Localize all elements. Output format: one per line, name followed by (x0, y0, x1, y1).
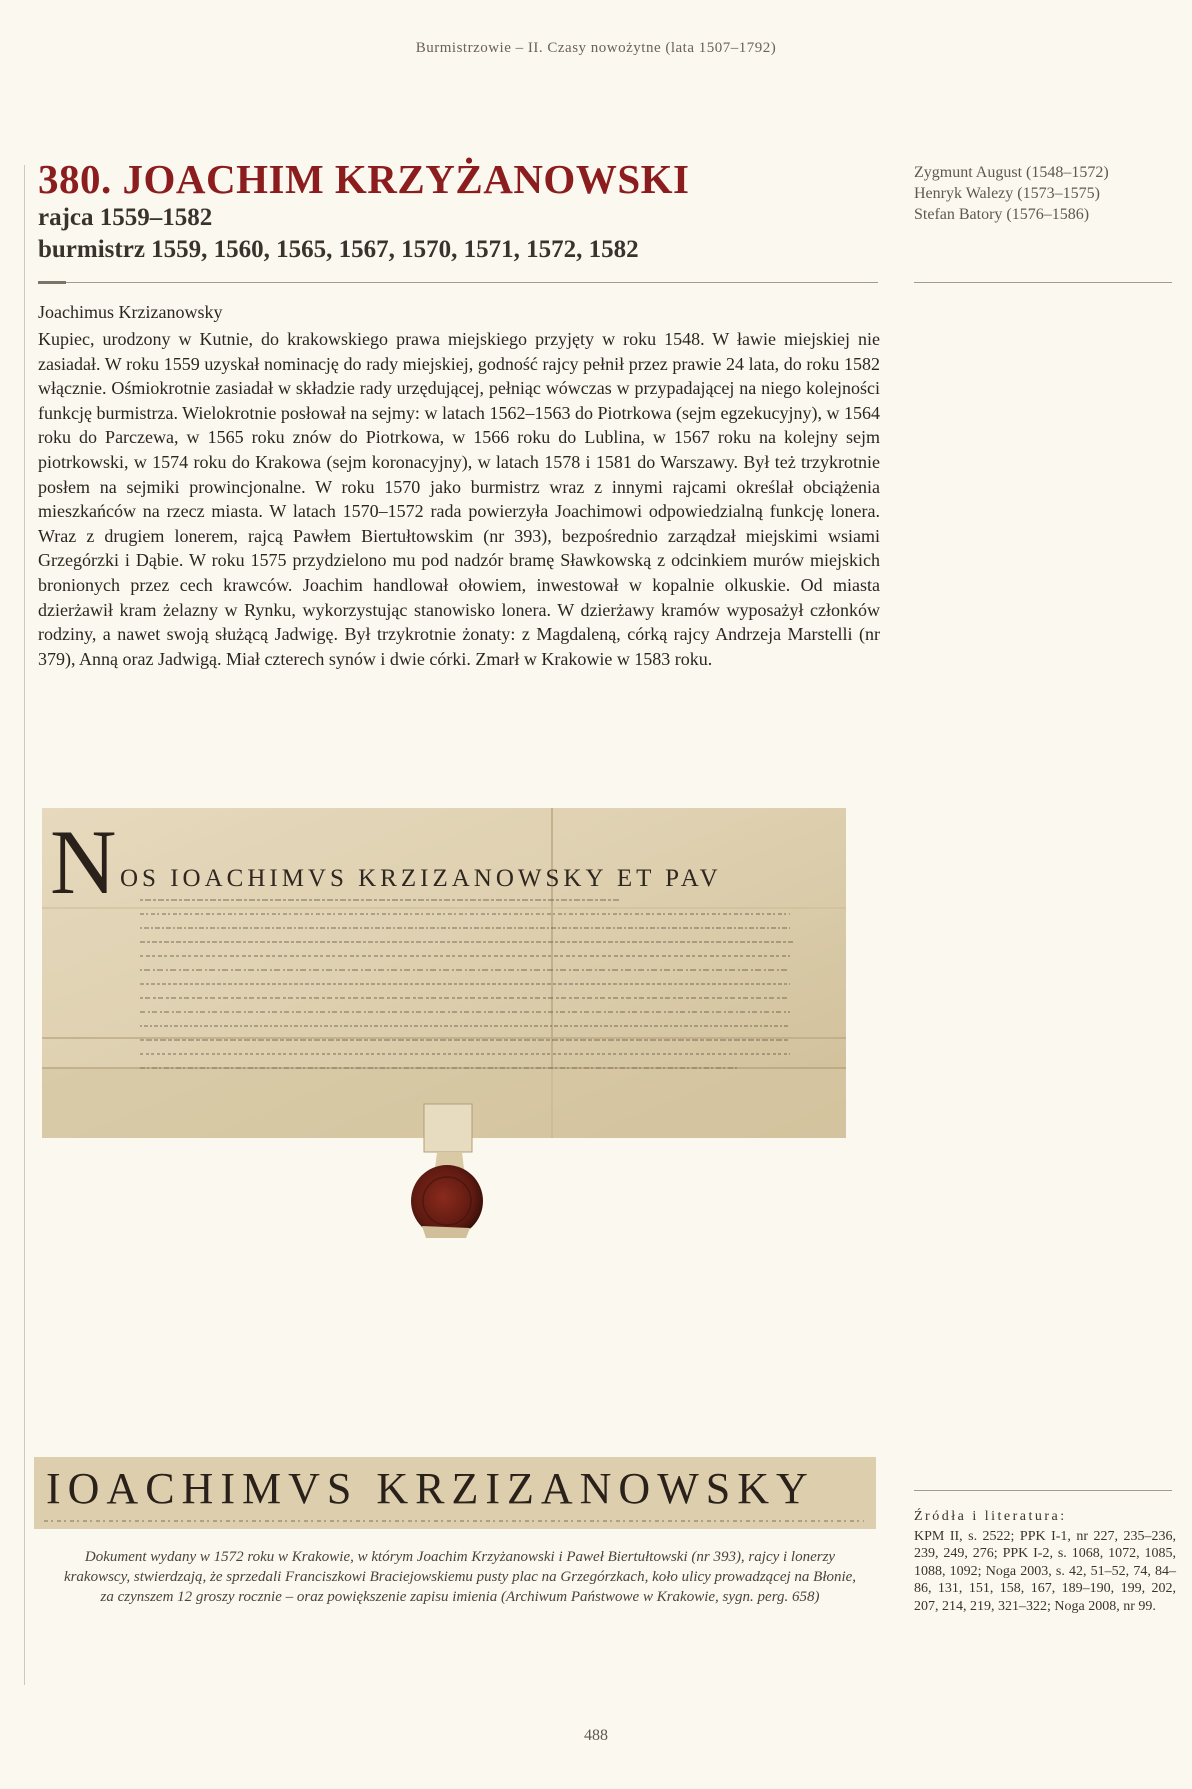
biography-text: Kupiec, urodzony w Kutnie, do krakowskiego prawa miejskiego przyjęty w roku 1548. W ławie miejskiej nie zasiadał. W roku 1559 uzyskał nominację do rady miejskiej, godność rajcy pełnił przez prawie 24 lata, do roku 1582 włącznie. Ośmiokrotnie zasiadał w składzie rady urzędującej, pełniąc wówczas w przypadającej na niego kolejności funkcję burmistrza. Wielokrotnie posłował na sejmy: w latach 1562–1563 do Piotrkowa (sejm egzekucyjny), w 1564 roku do Parczewa, w 1565 roku znów do Piotrkowa, w 1566 roku do Lublina, w 1567 roku na kolejny sejm piotrkowski, w 1574 roku do Krakowa (sejm koronacyjny), w latach 1578 i 1581 do Warszawy. Był też trzykrotnie posłem na sejmiki prowincjonalne. W roku 1570 jako burmistrz wraz z innymi rajcami określał obciążenia mieszkańców na rzecz miasta. W latach 1570–1572 rada powierzyła Joachimowi odpowiedzialną funkcję lonera. Wraz z drugiem lonerem, rajcą Pawłem Biertułtowskim (nr 393), bezpośrednio zarządzał miejskimi wsiami Grzegórzki i Dąbie. W roku 1575 przydzielono mu pod nadzór bramę Sławkowską z odcinkiem murów miejskich bronionych przez cech krawców. Joachim handlował ołowiem, inwestował w kopalnie olkuskie. Od miasta dzierżawił kram żelazny w Rynku, wykorzystując stanowisko lonera. W dzierżawy kramów wyposażył członków rodziny, a nawet swoją służącą Jadwigę. Był trzykrotnie żonaty: z Magdaleną, córką rajcy Andrzeja Marstelli (nr 379), Anną oraz Jadwigą. Miał czterech synów i dwie córki. Zmarł w Krakowie w 1583 roku. (38, 329, 880, 669)
enlarged-name-text: IOACHIMVS KRZIZANOWSKY (46, 1464, 815, 1513)
running-head: Burmistrzowie – II. Czasy nowożytne (lata 1507–1792) (415, 40, 777, 56)
sources-body: KPM II, s. 2522; PPK I-1, nr 227, 235–236, 239, 249, 276; PPK I-2, s. 1068, 1072, 1085, 1088, 1092; Noga 2003, s. 42, 51–52, 74, 84–86, 131, 151, 158, 167, 189–190, 199, 202, 207, 214, 219, 321–322; Noga 2008, nr 99. (914, 1528, 1176, 1614)
wax-seal (411, 1165, 483, 1237)
header-divider (38, 282, 878, 283)
latin-name: Joachimus Krzizanowsky (38, 302, 223, 322)
entry-header (38, 156, 878, 266)
sources-heading: Źródła i literatura: (914, 1509, 1067, 1524)
monarchs-list (914, 162, 1174, 225)
page-number: 488 (584, 1727, 608, 1744)
monarch-item: Stefan Batory (1576–1586) (914, 206, 1090, 223)
sources-divider (914, 1490, 1172, 1491)
document-heading-text: OS IOACHIMVS KRZIZANOWSKY ET PAV (120, 865, 722, 892)
margin-rule (24, 165, 25, 1685)
illuminated-initial: N (50, 811, 117, 913)
entry-councillor-years: rajca 1559–1582 (38, 204, 213, 231)
parchment-document-image (42, 808, 846, 1238)
monarch-item: Henryk Walezy (1573–1575) (914, 185, 1100, 202)
sources-section (914, 1508, 1176, 1615)
monarch-item: Zygmunt August (1548–1572) (914, 164, 1109, 181)
entry-mayor-years: burmistrz 1559, 1560, 1565, 1567, 1570, 1571, 1572, 1582 (38, 236, 639, 263)
sidebar-divider (914, 282, 1172, 283)
entry-title: 380. JOACHIM KRZYŻANOWSKI (38, 156, 690, 202)
biography-section (38, 300, 880, 671)
name-enlargement-image (34, 1457, 876, 1529)
image-caption: Dokument wydany w 1572 roku w Krakowie, w którym Joachim Krzyżanowski i Paweł Biertułtowski (nr 393), rajcy i lonerzy krakowscy, stwierdzają, że sprzedali Franciszkowi Braciejowskiemu pusty plac na Grzegórzkach, koło ulicy prowadzącej na Błonie, za czynszem 12 groszy rocznie – oraz powiększenie zapisu imienia (Archiwum Państwowe w Krakowie, sygn. perg. 658) (63, 1549, 857, 1605)
